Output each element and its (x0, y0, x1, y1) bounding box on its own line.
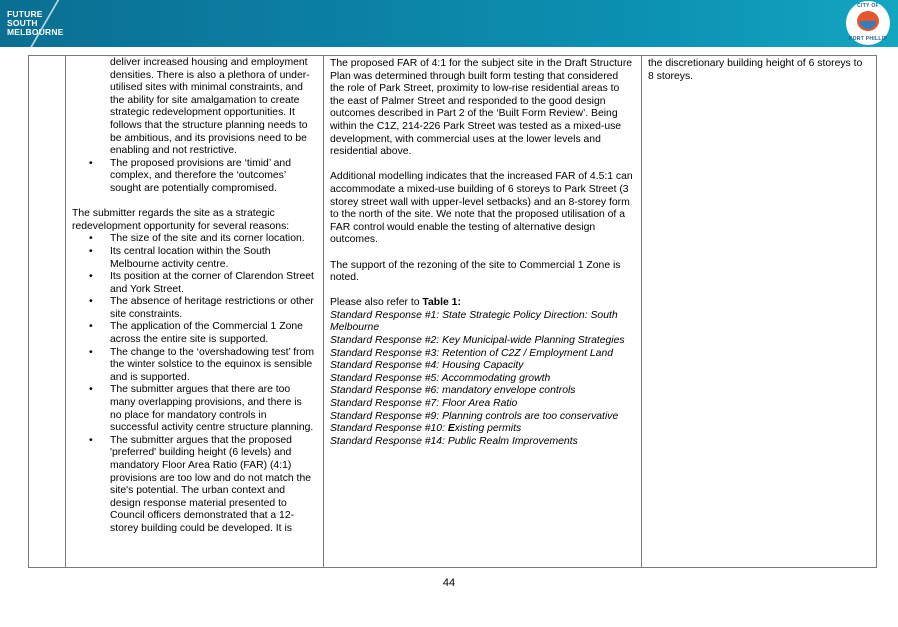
logo-line-3: MELBOURNE (7, 27, 64, 37)
submission-number-cell (29, 56, 66, 568)
recommendation-text: the discretionary building height of 6 storeys to 8 storeys. (648, 58, 863, 82)
list-item: • The size of the site and its corner location. (89, 233, 305, 245)
summary-bullet-list-b (72, 233, 315, 535)
list-item: • The submitter argues that there are too many overlapping provisions, and there is no place for mandatory controls in successful activity centre structure planning. (89, 384, 314, 434)
logo-line-1: FUTURE (7, 9, 43, 19)
table-1-reference[interactable]: Table 1: (422, 297, 461, 309)
list-item: • Its central location within the South Melbourne activity centre. (89, 245, 271, 270)
standard-response-4: Standard Response #4: Housing Capacity (330, 360, 524, 372)
recommendation-cell (642, 56, 877, 568)
summary-continued-text: deliver increased housing and employment densities. There is also a plethora of under-utilised sites with minimal constraints, and the ability for site amalgamation to create strategic redevelopment opportunities. It follows that the structure planning needs to be ambitious, and its provisions need to be enabling and not restrictive. (110, 57, 310, 157)
seal-top-text: CITY OF (857, 3, 879, 9)
table-row (29, 56, 877, 568)
logo-line-2: SOUTH (7, 18, 38, 28)
standard-response-6: Standard Response #6: mandatory envelope controls (330, 385, 576, 397)
standard-response-7: Standard Response #7: Floor Area Ratio (330, 398, 518, 410)
future-south-melbourne-logo (7, 10, 64, 37)
list-item: • The absence of heritage restrictions or other site constraints. (89, 296, 314, 320)
standard-response-10: Standard Response #10: Existing permits (330, 423, 522, 435)
standard-response-2: Standard Response #2: Key Municipal-wide Planning Strategies (330, 335, 625, 347)
list-item: • The application of the Commercial 1 Zone across the entire site is supported. (89, 321, 303, 346)
summary-bullet-list-a (72, 158, 315, 196)
standard-response-1: Standard Response #1: State Strategic Policy Direction: South Melbourne (330, 309, 618, 334)
seal-emblem-icon (857, 11, 879, 31)
submission-summary-cell (66, 56, 324, 568)
standard-response-9: Standard Response #9: Planning controls are too conservative (330, 410, 619, 422)
list-item: • The submitter argues that the proposed 'preferred' building height (6 levels) and mandatory Floor Area Ratio (FAR) (4:1) provisions are too low and do not match the site's potential. The urban context and design response material presented to Council officers demonstrated that a 12-storey building could be developed. It is (89, 434, 312, 534)
page-number: 44 (442, 577, 456, 589)
standard-response-3: Standard Response #3: Retention of C2Z / Employment Land (330, 347, 614, 359)
city-of-port-phillip-seal (846, 1, 890, 45)
submission-response-table (28, 55, 877, 568)
list-item: • The proposed provisions are ‘timid’ and complex, and therefore the ‘outcomes’ sought are potentially compromised. (89, 157, 291, 194)
list-item: • The change to the ‘overshadowing test’ from the winter solstice to the equinox is sensible and is supported. (89, 346, 315, 383)
officer-response-cell (324, 56, 642, 568)
refer-line: Please also refer to Table 1: (330, 297, 461, 309)
page-header-banner (0, 0, 898, 47)
response-paragraph-3: The support of the rezoning of the site to Commercial 1 Zone is noted. (330, 259, 621, 284)
standard-response-5: Standard Response #5: Accommodating growth (330, 372, 551, 384)
standard-response-14: Standard Response #14: Public Realm Improvements (330, 435, 578, 447)
response-paragraph-1: The proposed FAR of 4:1 for the subject site in the Draft Structure Plan was determined through built form testing that considered the role of Park Street, proximity to low-rise residential areas to the east of Palmer Street and responded to the good design outcomes described in Part 2 of the ‘Built Form Review’. Being within the C1Z, 214-226 Park Street was tested as a mixed-use development, with commercial uses at the lower levels and residential above. (330, 58, 633, 158)
list-item: • Its position at the corner of Clarendon Street and York Street. (89, 271, 314, 295)
response-paragraph-2: Additional modelling indicates that the increased FAR of 4.5:1 can accommodate a mixed-use building of 6 storeys to Park Street (3 storey street wall with upper-level setbacks) and an 8-storey form to the north of the site. We note that the proposed utilisation of a FAR control would enable the testing of alternative design outcomes. (330, 171, 633, 246)
seal-bottom-text: PORT PHILLIP (848, 36, 888, 42)
summary-intro: The submitter regards the site as a strategic redevelopment opportunity for several reasons: (72, 208, 290, 232)
